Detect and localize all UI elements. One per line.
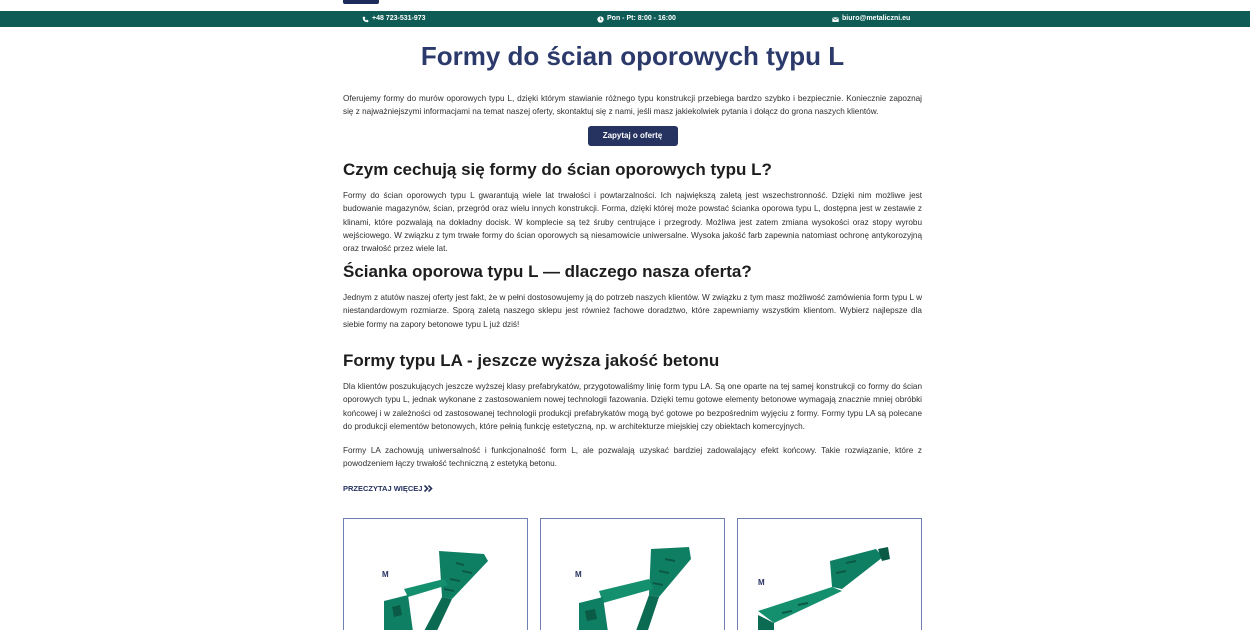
topbar-phone[interactable] — [362, 11, 426, 27]
read-more-link[interactable] — [343, 484, 922, 493]
section-paragraph-why-us: Jednym z atutów naszej oferty jest fakt, że w pełni dostosowujemy ją do potrzeb naszych klientów. W związku z tym masz możliwość zamówienia form typu L w niestandardowym rozmiarze. Sporą zaletą naszego sklepu jest również fachowe doradztwo, które zapewniamy wszystkim klientom. Wybierz najlepsze dla siebie formy na zapory betonowe typu L już dziś! — [343, 292, 922, 329]
topbar-email[interactable] — [832, 11, 910, 27]
topbar-email-text[interactable]: biuro@metaliczni.eu — [842, 15, 911, 22]
section-paragraph-la-forms-1: Dla klientów poszukujących jeszcze wyższej klasy prefabrykatów, przygotowaliśmy linię form typu LA. Są one oparte na tej samej konstrukcji co formy do ścian oporowych typu L, jednak wykonane z zastosowaniem nowej technologii fazowania. Dzięki temu gotowe elementy betonowe wymagają znacznie mniej obróbki końcowej i w zależności od zastosowanej technologii produkcji prefabrykatów mogą być gotowe po bezpośrednim wyjęciu z formy. Formy typu LA są polecane do produkcji elementów betonowych, które pełnią funkcję estetyczną, np. w architekturze miejskiej czy obiektach komercyjnych. — [343, 382, 922, 432]
main-content — [343, 28, 922, 493]
phone-icon — [362, 16, 369, 23]
cta-wrapper — [343, 125, 922, 146]
topbar-phone-text[interactable]: +48 723-531-973 — [372, 15, 426, 22]
section-heading-why-us: Ścianka oporowa typu L — dlaczego nasza oferta? — [343, 261, 752, 281]
product-card[interactable] — [343, 518, 528, 630]
clock-icon — [597, 16, 604, 23]
contact-topbar — [0, 11, 1250, 27]
read-more-label[interactable]: PRZECZYTAJ WIĘCEJ — [343, 483, 423, 493]
section-heading-la-forms: Formy typu LA - jeszcze wyższa jakość betonu — [343, 351, 720, 371]
l-form-product-image — [738, 519, 922, 630]
envelope-icon — [832, 16, 839, 23]
l-form-product-image — [344, 519, 528, 630]
logo-fragment[interactable] — [343, 0, 379, 4]
ask-offer-button[interactable]: Zapytaj o ofertę — [588, 126, 678, 146]
topbar-hours — [597, 11, 676, 27]
double-chevron-right-icon — [424, 485, 433, 492]
svg-text:M: M — [382, 570, 389, 579]
product-card[interactable] — [737, 518, 922, 630]
svg-text:M: M — [758, 578, 765, 587]
section-paragraph-la-forms-2: Formy LA zachowują uniwersalność i funkcjonalność form L, ale pozwalają uzyskać bardziej zadowalający efekt końcowy. Takie rozwiązanie, które z powodzeniem łączy trwałość techniczną z estetyką betonu. — [343, 445, 922, 469]
intro-paragraph: Oferujemy formy do murów oporowych typu L, dzięki którym stawianie różnego typu konstrukcji przebiega bardzo szybko i bezpiecznie. Koniecznie zapoznaj się z najważniejszymi informacjami na temat naszej oferty, skontaktuj się z nami, jeśli masz jakiekolwiek pytania i dołącz do grona naszych klientów. — [343, 94, 922, 117]
product-cards — [343, 518, 923, 630]
section-paragraph-features: Formy do ścian oporowych typu L gwarantują wiele lat trwałości i powtarzalności. Ich największą zaletą jest wszechstronność. Dzięki nim możliwe jest budowanie magazynów, ścian, przegród oraz wielu innych konstrukcji. Forma, dzięki której może powstać ścianka oporowa typu L, dostępna jest w zestawie z klinami, które pozwalają na dokładny docisk. W komplecie są też śruby centrujące i przegrody. Możliwa jest zatem zmiana wysokości oraz stopy wyrobu wejściowego. W związku z tym trwałe formy do ścian oporowych są niesamowicie uniwersalne. Wysoka jakość farb zapewnia natomiast ochronę antykorozyjną oraz trwałość przez wiele lat. — [343, 190, 922, 254]
page-title: Formy do ścian oporowych typu L — [420, 41, 845, 71]
svg-text:M: M — [575, 570, 582, 579]
l-form-product-image — [541, 519, 725, 630]
product-card[interactable] — [540, 518, 725, 630]
section-heading-features: Czym cechują się formy do ścian oporowych typu L? — [343, 159, 772, 179]
topbar-hours-text: Pon - Pt: 8:00 - 16:00 — [607, 15, 676, 22]
